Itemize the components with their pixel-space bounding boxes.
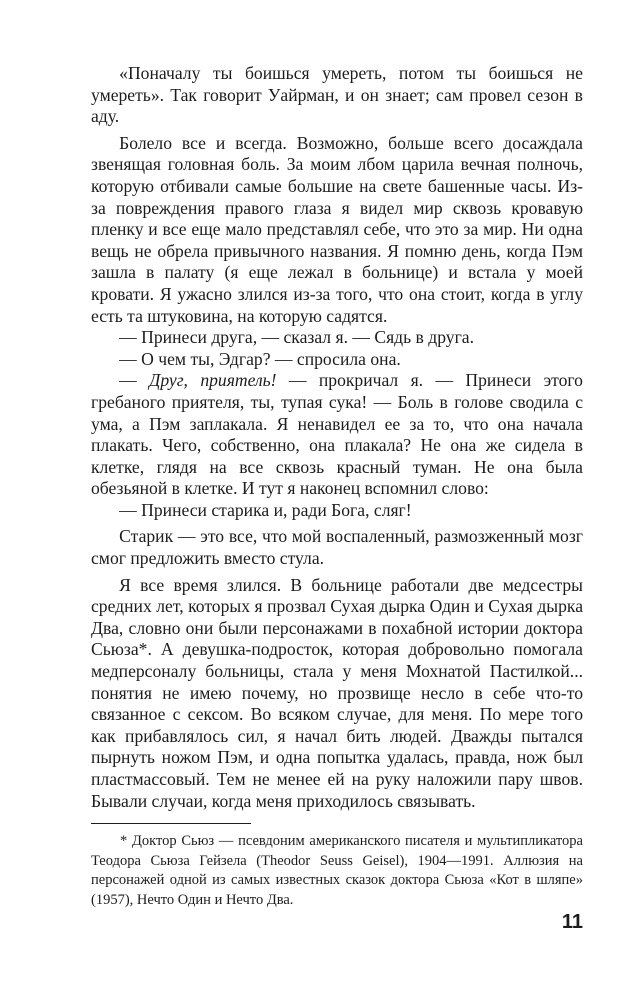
dialogue-rest: — прокричал я. — Принеси этого гребаного приятеля, ты, тупая сука! — Боль в голове сводила с ума, а Пэм заплакала. Я ненавидел ее за то, что она начала плакать. Чего, собственно, она плакала? Не она же сидела в клетке, глядя на все сквозь красный туман. Не она была обезьяной в клетке. И тут я наконец вспомнил слово: (91, 370, 583, 499)
dialogue-bring-old-man: — Принеси старика и, ради Бога, сляг! (119, 499, 412, 520)
dialogue-bring-friend: — Принеси друга, — сказал я. — Сядь в друга. (119, 327, 474, 348)
paragraph-old-man: Старик — это все, что мой воспаленный, размозженный мозг смог предложить вместо стула. (91, 526, 583, 569)
dialogue-shout (91, 370, 583, 500)
paragraph-pain: Болело все и всегда. Возможно, больше всего досаждала звенящая головная боль. За моим лбом царила вечная полночь, которую отбивали самые большие на свете башенные часы. Из-за повреждения правого глаза я видел мир сквозь кровавую пленку и все еще мало представлял себе, что это за мир. Ни одна вещь не обрела привычного названия. Я помню день, когда Пэм зашла в палату (я еще лежал в больнице) и встала у моей кровати. Я ужасно злился из-за того, что она стоит, когда в углу есть та штуковина, на которую садятся. (91, 132, 583, 326)
footnote-divider (91, 823, 251, 824)
footnote: * Доктор Сьюз — псевдоним американского писателя и мультипликатора Теодора Сьюза Гейзела (Theodor Seuss Geisel), 1904—1991. Аллюзия на персонажей одной из самых известных сказок доктора Сьюза «Кот в шляпе» (1957), Нечто Один и Нечто Два. (91, 833, 583, 908)
dialogue-dash: — (119, 370, 150, 391)
main-text (91, 63, 583, 812)
paragraph-wireman-quote: «Поначалу ты боишься умереть, потом ты боишься не умереть». Так говорит Уайрман, и он знает; сам провел сезон в аду. (91, 63, 583, 127)
page-number: 11 (561, 911, 583, 933)
dialogue-italic-phrase: Друг, приятель! (149, 370, 277, 391)
dialogue-pam-question: — О чем ты, Эдгар? — спросила она. (119, 348, 401, 369)
paragraph-angry: Я все время злился. В больнице работали две медсестры средних лет, которых я прозвал Сухая дырка Один и Сухая дырка Два, словно они были персонажами в похабной истории доктора Сьюза*. А девушка-подросток, которая добровольно помогала медперсоналу больницы, стала у меня Мохнатой Пастилкой... понятия не имею почему, но прозвище несло в себе что-то связанное с сексом. Во всяком случае, для меня. По мере того как прибавлялось сил, я начал бить людей. Дважды пытался пырнуть ножом Пэм, и одна попытка удалась, правда, нож был пластмассовый. Тем не менее ей на руку наложили пару швов. Бывали случаи, когда меня приходилось связывать. (91, 574, 583, 811)
